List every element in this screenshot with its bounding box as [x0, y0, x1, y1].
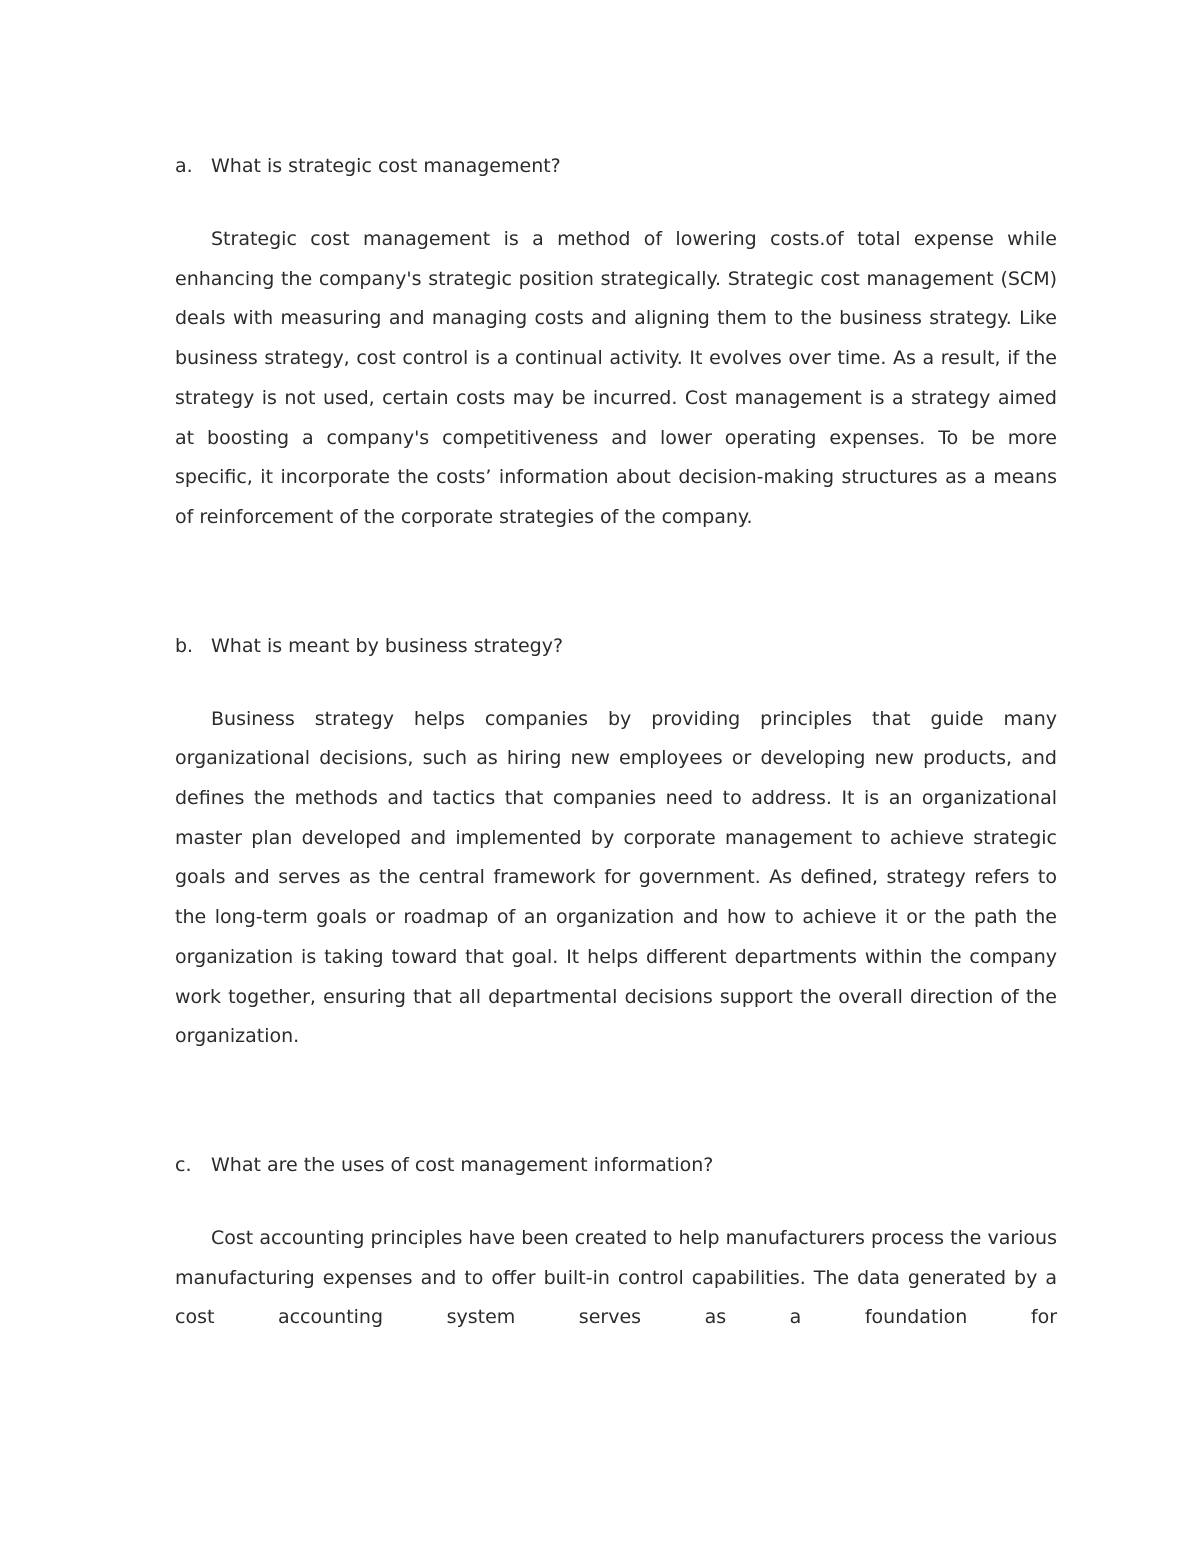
question-b — [175, 630, 1057, 662]
question-text: What is meant by business strategy? — [211, 634, 564, 657]
question-a — [175, 150, 1057, 182]
question-marker: a. — [175, 155, 193, 177]
answer-a: Strategic cost management is a method of lowering costs.of total expense while enhancing the company's strategic position strategically. Strategic cost management (SCM) deals with measuring and managing costs and aligning them to the business strategy. Like business strategy, cost control is a continual activity. It evolves over time. As a result, if the strategy is not used, certain costs may be incurred. Cost management is a strategy aimed at boosting a company's competitiveness and lower operating expenses. To be more specific, it incorporate the costs’ information about decision-making structures as a means of reinforcement of the corporate strategies of the company. — [175, 228, 1057, 528]
answer-c: Cost accounting principles have been created to help manufacturers process the various manufacturing expenses and to offer built-in control capabilities. The data generated by a cost accounting system serves as a foundation for — [175, 1226, 1057, 1329]
question-marker: c. — [175, 1153, 192, 1176]
section-c — [175, 1149, 1057, 1338]
section-a — [175, 150, 1057, 538]
question-text: What are the uses of cost management information? — [211, 1153, 714, 1176]
answer-b: Business strategy helps companies by providing principles that guide many organizational decisions, such as hiring new employees or developing new products, and defines the methods and tactics that companies need to address. It is an organizational master plan developed and implemented by corporate management to achieve strategic goals and serves as the central framework for government. As defined, strategy refers to the long-term goals or roadmap of an organization and how to achieve it or the path the organization is taking toward that goal. It helps different departments within the company work together, ensuring that all departmental decisions support the overall direction of the organization. — [175, 707, 1057, 1048]
section-b — [175, 630, 1057, 1057]
question-c — [175, 1149, 1057, 1181]
question-marker: b. — [175, 634, 194, 657]
document-body — [175, 150, 1057, 1338]
question-text: What is strategic cost management? — [211, 155, 561, 177]
